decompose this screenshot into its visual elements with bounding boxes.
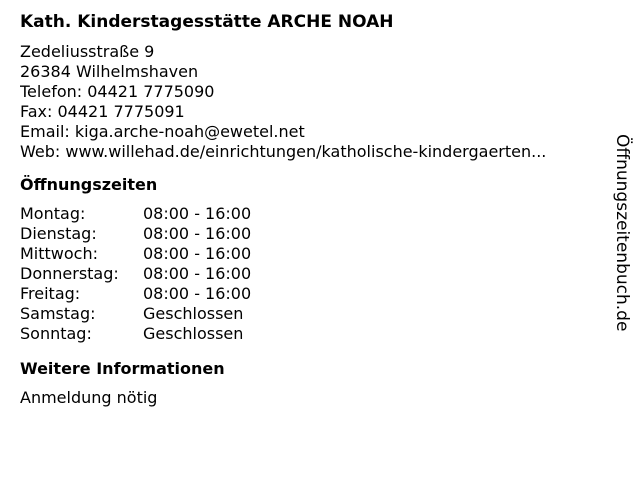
- hours-day: Dienstag:: [20, 224, 97, 243]
- info-heading: Weitere Informationen: [20, 359, 225, 378]
- hours-row: [20, 204, 251, 224]
- hours-day: Freitag:: [20, 284, 81, 303]
- hours-day: Sonntag:: [20, 324, 92, 343]
- hours-row: [20, 324, 251, 344]
- hours-time: 08:00 - 16:00: [143, 244, 252, 263]
- listing-card: [20, 10, 600, 408]
- city-address: 26384 Wilhelmshaven: [20, 62, 199, 81]
- hours-day: Montag:: [20, 204, 86, 223]
- page-title: Kath. Kinderstagesstätte ARCHE NOAH: [20, 12, 394, 32]
- site-watermark: Öffnungszeitenbuch.de: [612, 134, 632, 332]
- hours-day: Mittwoch:: [20, 244, 98, 263]
- website-link[interactable]: Web: www.willehad.de/einrichtungen/katholische-kindergaerten...: [20, 142, 547, 161]
- hours-time: 08:00 - 16:00: [143, 284, 252, 303]
- hours-time: 08:00 - 16:00: [143, 204, 252, 223]
- street-address: Zedeliusstraße 9: [20, 42, 155, 61]
- email-address[interactable]: Email: kiga.arche-noah@ewetel.net: [20, 122, 305, 141]
- hours-row: [20, 284, 251, 304]
- contact-block: [20, 42, 600, 162]
- hours-row: [20, 304, 251, 324]
- info-text: Anmeldung nötig: [20, 388, 158, 407]
- hours-row: [20, 224, 251, 244]
- hours-time: Geschlossen: [143, 304, 244, 323]
- phone-number[interactable]: Telefon: 04421 7775090: [20, 82, 215, 101]
- hours-row: [20, 264, 251, 284]
- hours-day: Samstag:: [20, 304, 96, 323]
- hours-row: [20, 244, 251, 264]
- hours-day: Donnerstag:: [20, 264, 119, 283]
- hours-time: 08:00 - 16:00: [143, 264, 252, 283]
- hours-table: [20, 204, 251, 344]
- hours-time: Geschlossen: [143, 324, 244, 343]
- hours-heading: Öffnungszeiten: [20, 175, 158, 194]
- fax-number: Fax: 04421 7775091: [20, 102, 185, 121]
- hours-time: 08:00 - 16:00: [143, 224, 252, 243]
